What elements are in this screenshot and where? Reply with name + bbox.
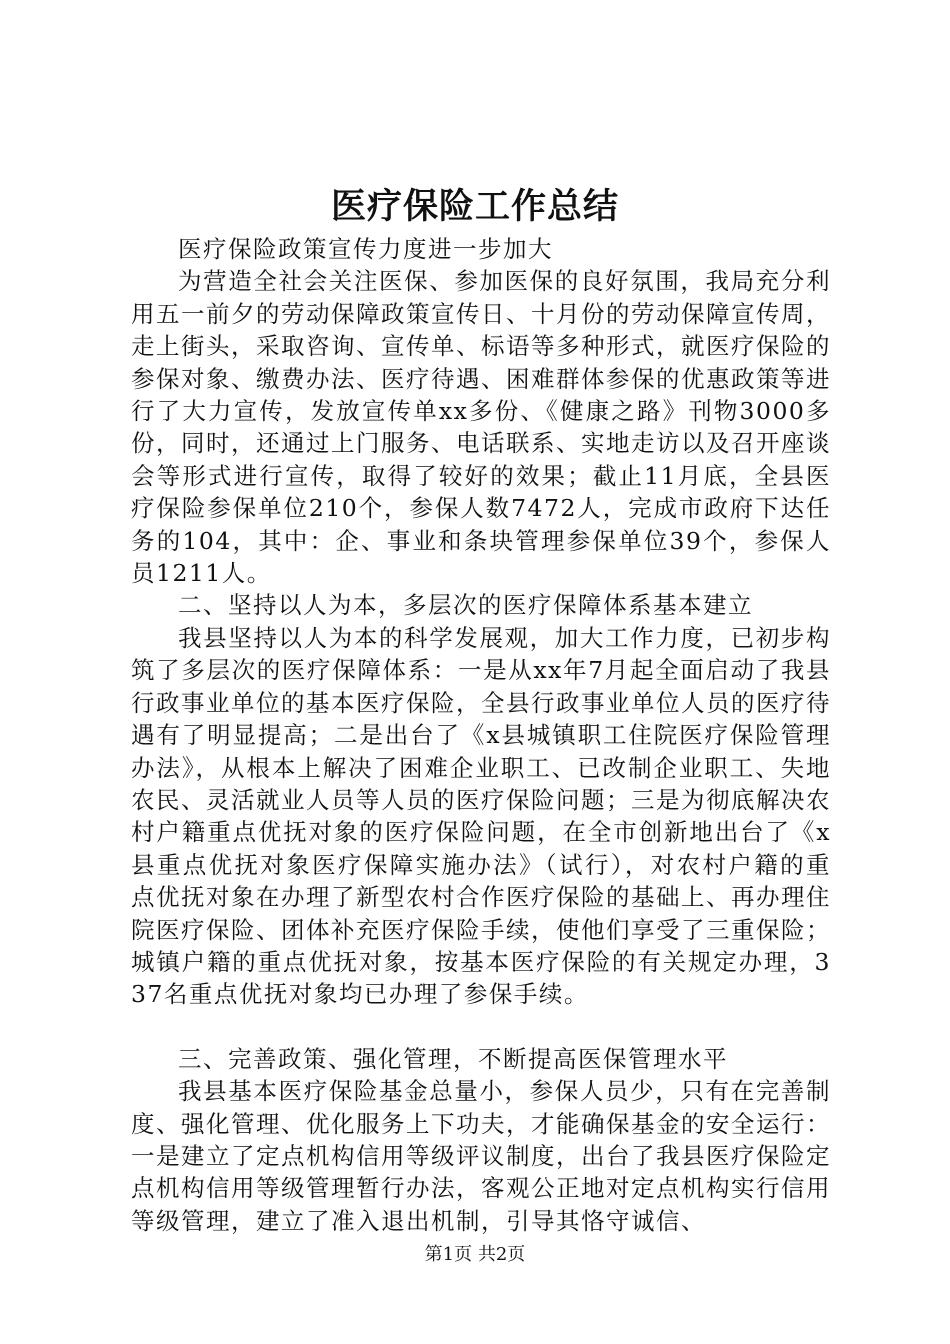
section-paragraph: 我县坚持以人为本的科学发展观，加大工作力度，已初步构筑了多层次的医疗保障体系：一是从xx年7月起全面启动了我县行政事业单位的基本医疗保险，全县行政事业单位人员的医疗待遇有了明显提高；二是出台了《x县城镇职工住院医疗保险管理办法》，从根本上解决了困难企业职工、已改制企业职工、失地农民、灵活就业人员等人员的医疗保险问题；三是为彻底解决农村户籍重点优抚对象的医疗保险问题，在全市创新地出台了《x县重点优抚对象医疗保障实施办法》（试行），对农村户籍的重点优抚对象在办理了新型农村合作医疗保险的基础上、再办理住院医疗保险、团体补充医疗保险手续，使他们享受了三重保险；城镇户籍的重点优抚对象，按基本医疗保险的有关规定办理，337名重点优抚对象均已办理了参保手续。 — [131, 623, 831, 1009]
section-paragraph: 为营造全社会关注医保、参加医保的良好氛围，我局充分利用五一前夕的劳动保障政策宣传日、十月份的劳动保障宣传周，走上街头，采取咨询、宣传单、标语等多种形式，就医疗保险的参保对象、缴费办法、医疗待遇、困难群体参保的优惠政策等进行了大力宣传，发放宣传单xx多份、《健康之路》刊物3000多份，同时，还通过上门服务、电话联系、实地走访以及召开座谈会等形式进行宣传，取得了较好的效果；截止11月底，全县医疗保险参保单位210个，参保人数7472人，完成市政府下达任务的104，其中：企、事业和条块管理参保单位39个，参保人员1211人。 — [131, 267, 831, 588]
section-heading: 医疗保险政策宣传力度进一步加大 — [178, 235, 553, 263]
section-paragraph: 我县基本医疗保险基金总量小，参保人员少，只有在完善制度、强化管理、优化服务上下功夫，才能确保基金的安全运行：一是建立了定点机构信用等级评议制度，出台了我县医疗保险定点机构信用等级管理暂行办法，客观公正地对定点机构实行信用等级管理，建立了准入退出机制，引导其恪守诚信、 — [131, 1077, 831, 1235]
paragraph-gap — [131, 1011, 831, 1043]
document-body — [131, 233, 831, 1237]
section-heading: 三、完善政策、强化管理，不断提高医保管理水平 — [178, 1044, 728, 1073]
page-footer: 第1页 共2页 — [424, 1244, 526, 1265]
document-title: 医疗保险工作总结 — [330, 186, 619, 227]
section-heading: 二、坚持以人为本，多层次的医疗保障体系基本建立 — [178, 591, 753, 620]
